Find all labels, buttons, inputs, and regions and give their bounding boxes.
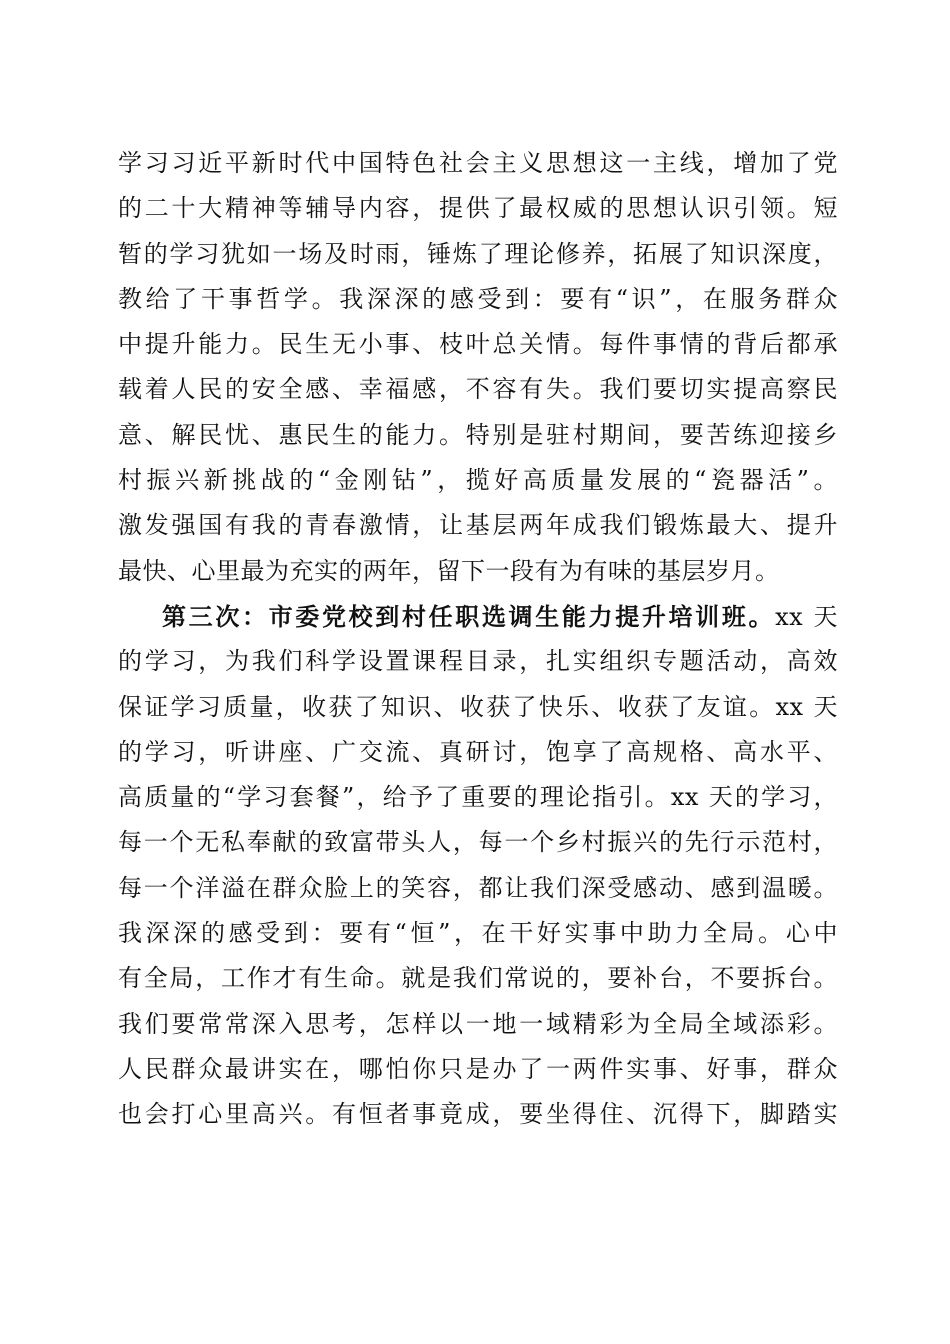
paragraph-2 [118, 594, 838, 1138]
body-text [118, 141, 838, 1138]
text-line: 每一个洋溢在群众脸上的笑容，都让我们深受感动、感到温暖。 [118, 873, 838, 902]
section-heading: 第三次：市委党校到村任职选调生能力提升培训班。 [162, 601, 776, 631]
text-line: 意、解民忧、惠民生的能力。特别是驻村期间，要苦练迎接乡 [118, 420, 838, 449]
text-line: 每一个无私奉献的致富带头人，每一个乡村振兴的先行示范村， [118, 828, 838, 857]
text-line: 高质量的“学习套餐”，给予了重要的理论指引。xx 天的学习， [118, 783, 838, 812]
text-line: 的二十大精神等辅导内容，提供了最权威的思想认识引领。短 [118, 194, 838, 223]
text-line: 中提升能力。民生无小事、枝叶总关情。每件事情的背后都承 [118, 330, 838, 359]
text-line: 有全局，工作才有生命。就是我们常说的，要补台，不要拆台。 [118, 964, 838, 993]
text-line: 学习习近平新时代中国特色社会主义思想这一主线，增加了党 [118, 149, 838, 177]
heading-line-rest: xx 天 [775, 602, 838, 631]
text-line: 教给了干事哲学。我深深的感受到：要有“识”，在服务群众 [118, 284, 838, 313]
text-line: 最快、心里最为充实的两年，留下一段有为有味的基层岁月。 [118, 556, 780, 585]
text-line: 的学习，听讲座、广交流、真研讨，饱享了高规格、高水平、 [118, 737, 838, 766]
text-line: 激发强国有我的青春激情，让基层两年成我们锻炼最大、提升 [118, 511, 838, 540]
text-line: 保证学习质量，收获了知识、收获了快乐、收获了友谊。xx 天 [118, 692, 838, 721]
text-line: 我们要常常深入思考，怎样以一地一域精彩为全局全域添彩。 [118, 1009, 838, 1038]
text-line: 载着人民的安全感、幸福感，不容有失。我们要切实提高察民 [118, 375, 838, 404]
text-line: 村振兴新挑战的“金刚钻”，揽好高质量发展的“瓷器活”。 [118, 466, 838, 495]
paragraph-heading-line [118, 594, 838, 639]
text-line: 的学习，为我们科学设置课程目录，扎实组织专题活动，高效 [118, 647, 838, 676]
text-line: 也会打心里高兴。有恒者事竟成，要坐得住、沉得下，脚踏实 [118, 1100, 838, 1129]
text-line: 人民群众最讲实在，哪怕你只是办了一两件实事、好事，群众 [118, 1054, 838, 1083]
text-line: 我深深的感受到：要有“恒”，在干好实事中助力全局。心中 [118, 919, 838, 948]
text-line: 暂的学习犹如一场及时雨，锤炼了理论修养，拓展了知识深度， [118, 239, 838, 268]
paragraph-1 [118, 141, 838, 594]
